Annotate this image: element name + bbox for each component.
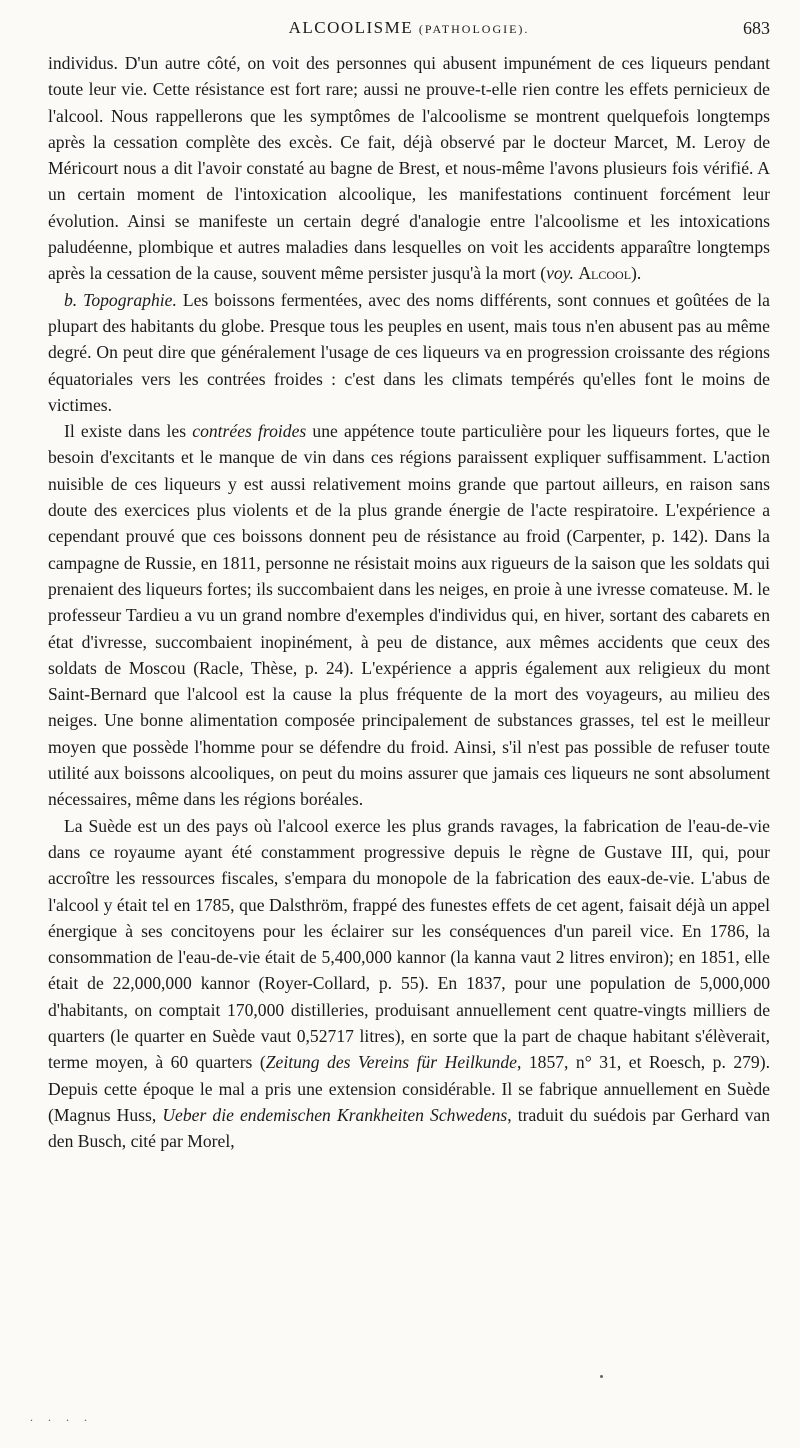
page-number: 683: [743, 18, 770, 38]
running-header: [48, 18, 770, 44]
paragraph-text: , traduit du suédois par Gerhard van den Busch, cité par Morel,: [48, 1104, 770, 1152]
paragraph-contrees-froides: [48, 418, 770, 812]
footer-marks: . . . .: [30, 1410, 93, 1424]
paragraph-text: Les boissons fermentées, avec des noms différents, sont connues et goûtées de la plupart des habitants du globe. Presque tous les peuples en usent, mais tous n'en abusent pas au même degré. On peut dire que généralement l'usage de ces liqueurs va en progression croissante des régions équatoriales vers les contrées froides : c'est dans les climats tempérés qu'elles font le moins de victimes.: [48, 289, 770, 415]
citation-title: Ueber die endemischen Krankheiten Schwedens: [162, 1104, 508, 1125]
citation-title: Zeitung des Vereins für Heilkunde: [265, 1052, 517, 1073]
paragraph-text: La Suède est un des pays où l'alcool exerce les plus grands ravages, la fabrication de l'eau-de-vie dans ce royaume ayant été constamment progressive depuis le règne de Gustave III, qui, pour accroître les ressources fiscales, s'empara du monopole de la fabrication des eaux-de-vie. L'abus de l'alcool y était tel en 1785, que Dalsthröm, frappé des funestes effets de cet agent, faisait déjà un appel énergique à ses concitoyens pour les éclairer sur les conséquences d'un pareil vice. En 1786, la consommation de l'eau-de-vie était de 5,400,000 kannor (la kanna vaut 2 litres environ); en 1851, elle était de 22,000,000 kannor (Royer-Collard, p. 55). En 1837, pour une population de 5,000,000 d'habitants, on comptait 170,000 distilleries, produisant annuellement cent quatre-vingts milliers de quarters (le quarter en Suède vaut 0,52717 litres), en sorte que la part de chaque habitant s'élèverait, terme moyen, à 60 quarters (: [48, 815, 770, 1073]
paragraph-text: Il existe dans les: [64, 421, 193, 442]
running-title: [48, 18, 770, 38]
header-subtitle: (PATHOLOGIE).: [418, 22, 530, 36]
paragraph-text: , 1857, n° 31, et Roesch, p. 279). Depuis cette époque le mal a pris une extension considérable. Il se fabrique annuellement en Suède (Magnus Huss,: [48, 1052, 770, 1125]
emphasis-text: contrées froides: [192, 421, 307, 442]
paragraph-text: ).: [631, 263, 642, 284]
print-speck: [600, 1375, 603, 1378]
cross-reference: voy.: [546, 263, 574, 284]
paragraph-text: individus. D'un autre côté, on voit des personnes qui abusent impunément de ces liqueurs pendant toute leur vie. Cette résistance est fort rare; aussi ne prouve-t-elle rien contre les effets pernicieux de l'alcool. Nous rappellerons que les symptômes de l'alcoolisme se montrent quelquefois longtemps après la cessation complète des excès. Ce fait, déjà observé par le docteur Marcet, M. Leroy de Méricourt nous a dit l'avoir constaté au bagne de Brest, et nous-même l'avons plusieurs fois vérifié. A un certain moment de l'intoxication alcoolique, les manifestations continuent forcément leur évolution. Ainsi se manifeste un certain degré d'analogie entre l'alcoolisme et les intoxications paludéenne, plombique et autres maladies dans lesquelles on voit les accidents apparaître longtemps après la cessation de la cause, souvent même persister jusqu'à la mort (: [48, 53, 770, 284]
section-label: b. Topographie.: [64, 289, 177, 310]
paragraph-text: une appétence toute particulière pour les liqueurs fortes, que le besoin d'excitants et le manque de vin dans ces régions paraissent expliquer suffisamment. L'action nuisible de ces liqueurs y est aussi relativement moins grande que partout ailleurs, en raison sans doute des exercices plus violents et de la plus grande énergie de l'acte respiratoire. L'expérience a cependant prouvé que ces boissons donnent peu de résistance au froid (Carpenter, p. 142). Dans la campagne de Russie, en 1811, personne ne résistait moins aux rigueurs de la saison que les soldats qui prenaient des liqueurs fortes; ils succombaient dans les neiges, en proie à une ivresse comateuse. M. le professeur Tardieu a vu un grand nombre d'exemples d'individus qui, en hiver, sortant des cabarets en état d'ivresse, succombaient inopinément, à peu de distance, aux mêmes accidents que ceux des soldats de Moscou (Racle, Thèse, p. 24). L'expérience a appris également aux religieux du mont Saint-Bernard que l'alcool est la cause la plus fréquente de la mort des voyageurs, au milieu des neiges. Une bonne alimentation composée principalement de substances grasses, tel est le meilleur moyen que possède l'homme pour se défendre du froid. Ainsi, s'il n'est pas possible de refuser toute utilité aux boissons alcooliques, on peut du moins assurer que jamais ces liqueurs ne sont absolument nécessaires, même dans les régions boréales.: [48, 421, 770, 810]
paragraph-continuation: [48, 50, 770, 287]
book-page: [48, 18, 770, 1428]
cross-reference-term: Alcool: [578, 263, 632, 284]
paragraph-topographie: [48, 287, 770, 418]
header-title: ALCOOLISME: [288, 18, 414, 37]
paragraph-suede: [48, 813, 770, 1155]
